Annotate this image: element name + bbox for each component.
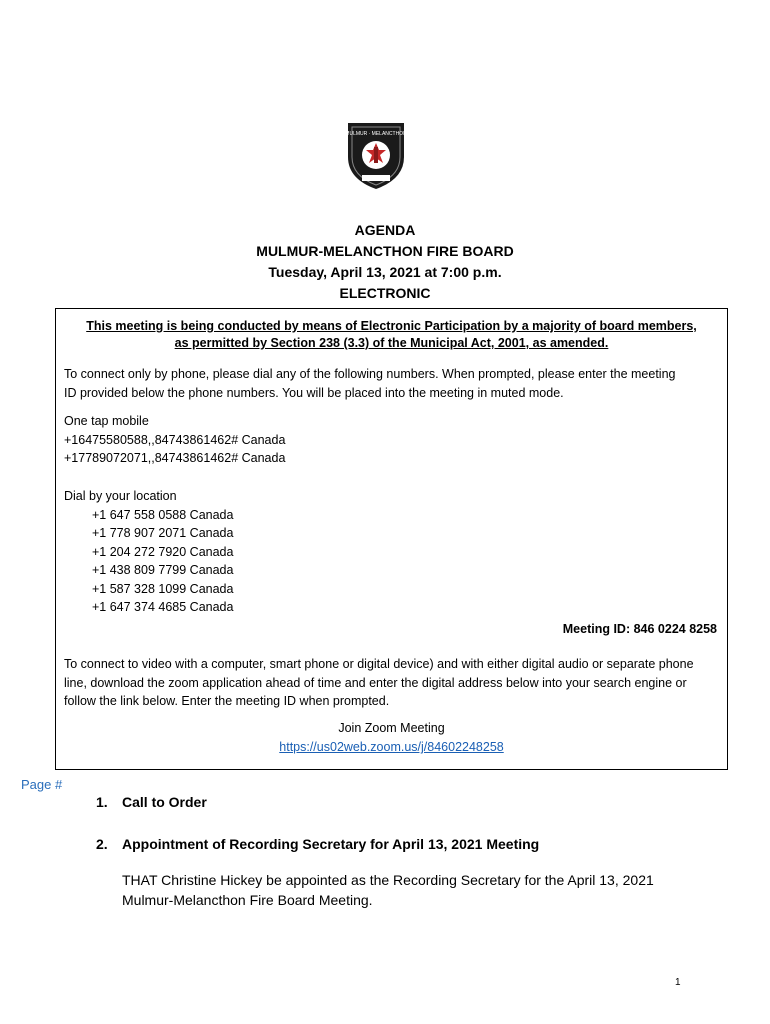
meeting-id: Meeting ID: 846 0224 8258 [562,622,717,636]
board-name-heading: MULMUR-MELANCTHON FIRE BOARD [256,243,514,259]
fire-board-crest-logo [342,117,410,191]
electronic-participation-box [55,308,728,770]
dial-by-location-section [64,487,724,617]
one-tap-title: One tap mobile [64,414,149,428]
one-tap-number: +16475580588,,84743861462# Canada [64,432,286,447]
dial-number: +1 647 374 4685 Canada [92,600,234,614]
dial-number: +1 587 328 1099 Canada [92,581,234,596]
fire-department-crest-icon [342,117,410,191]
agenda-item-recording-secretary: 2. Appointment of Recording Secretary for April 13, 2021 Meeting [96,836,540,852]
motion-text: THAT Christine Hickey be appointed as the Recording Secretary for the April 13, 2021 Mulmur-Melancthon Fire Board Meeting. [122,872,654,908]
zoom-meeting-link-row [56,738,727,757]
one-tap-mobile-section [64,412,724,468]
page-number: 1 [675,977,681,988]
svg-text:MULMUR · MELANCTHON: MULMUR · MELANCTHON [345,131,407,137]
dial-number: +1 647 558 0588 Canada [92,507,234,522]
dial-number: +1 438 809 7799 Canada [92,563,234,577]
video-instructions: To connect to video with a computer, smart phone or digital device) and with either digital audio or separate phone line, download the zoom application ahead of time and enter the digital address below into your search engine or follow the link below. Enter the meeting ID when prompted. [64,657,694,708]
dial-number: +1 204 272 7920 Canada [92,544,234,559]
dial-location-title: Dial by your location [64,489,177,503]
join-zoom-label: Join Zoom Meeting [338,721,445,735]
zoom-meeting-link[interactable]: https://us02web.zoom.us/j/84602248258 [279,740,504,754]
dial-number: +1 778 907 2071 Canada [92,526,234,540]
participation-notice: This meeting is being conducted by means of Electronic Participation by a majority of board members, as permitted by Section 238 (3.3) of the Municipal Act, 2001, as amended. [86,319,697,350]
phone-instructions: To connect only by phone, please dial any of the following numbers. When prompted, please enter the meeting ID provided below the phone numbers. You will be placed into the meeting in muted mode. [64,367,676,400]
one-tap-number: +17789072071,,84743861462# Canada [64,451,286,465]
page-hash-label: Page # [21,777,63,792]
agenda-heading: AGENDA [354,222,416,238]
meeting-date-heading: Tuesday, April 13, 2021 at 7:00 p.m. [268,264,502,280]
agenda-item-call-to-order: 1. Call to Order [96,794,207,810]
meeting-type-heading: ELECTRONIC [339,285,431,301]
